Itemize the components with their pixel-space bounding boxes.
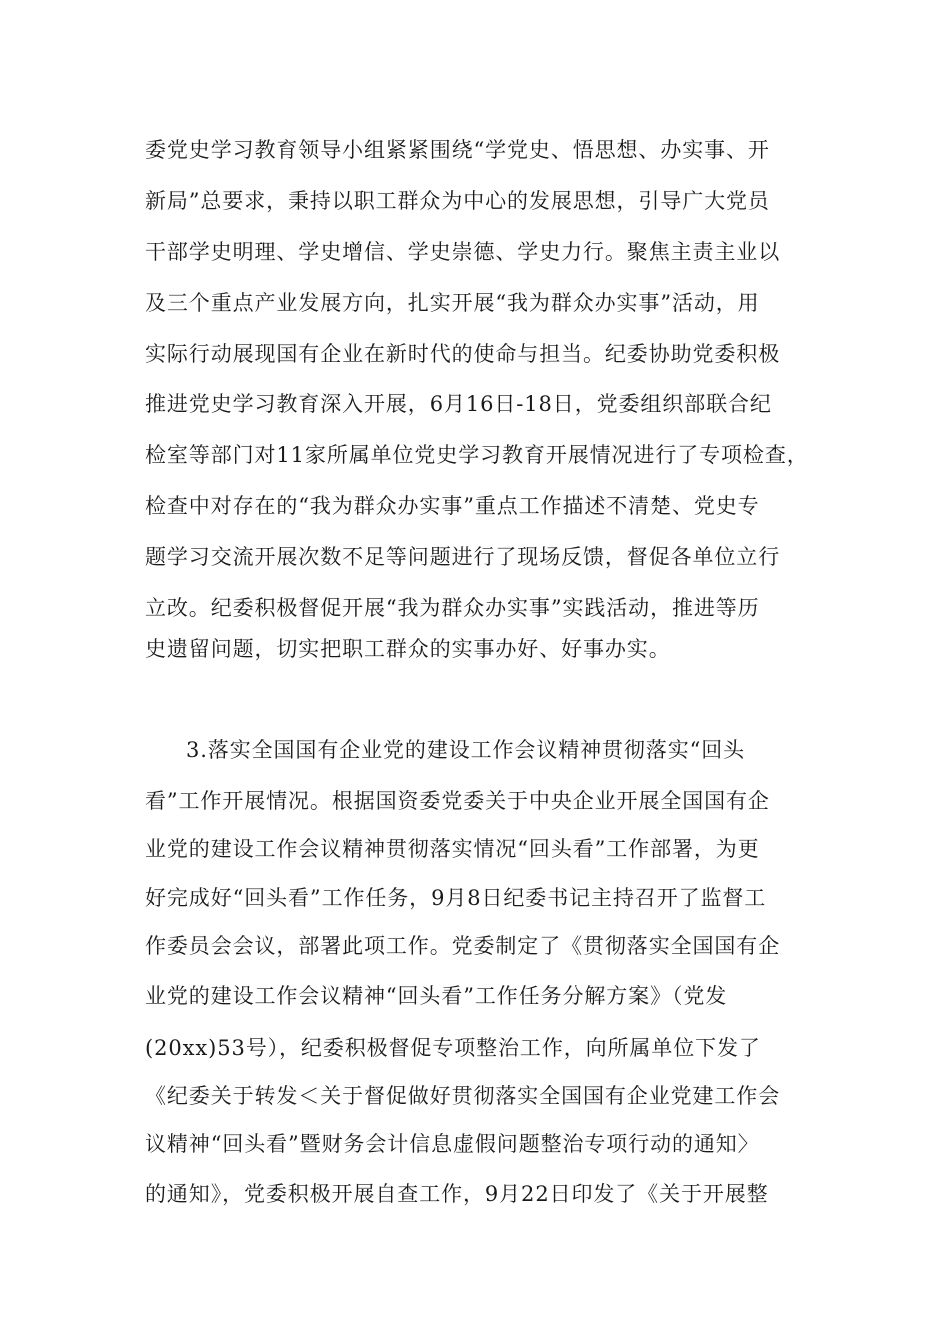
text-line: 议精神“回头看”暨财务会计信息虚假问题整治专项行动的通知〉 bbox=[145, 1132, 760, 1156]
text-line: 推进党史学习教育深入开展，6月16日-18日，党委组织部联合纪 bbox=[145, 392, 772, 416]
text-line: 检室等部门对11家所属单位党史学习教育开展情况进行了专项检查， bbox=[145, 443, 809, 467]
text-line: 看”工作开展情况。根据国资委党委关于中央企业开展全国国有企 bbox=[145, 789, 770, 813]
text-line: 检查中对存在的“我为群众办实事”重点工作描述不清楚、党史专 bbox=[145, 494, 760, 518]
text-line: 业党的建设工作会议精神“回头看”工作任务分解方案》（党发 bbox=[145, 984, 728, 1008]
text-line: 题学习交流开展次数不足等问题进行了现场反馈，督促各单位立行 bbox=[145, 545, 781, 569]
text-line: 3.落实全国国有企业党的建设工作会议精神贯彻落实“回头 bbox=[186, 738, 746, 762]
text-line: 史遗留问题，切实把职工群众的实事办好、好事办实。 bbox=[145, 637, 671, 661]
text-line: 新局”总要求，秉持以职工群众为中心的发展思想，引导广大党员 bbox=[145, 189, 770, 213]
text-line: 及三个重点产业发展方向，扎实开展“我为群众办实事”活动，用 bbox=[145, 291, 760, 315]
text-line: (20xx)53号），纪委积极督促专项整治工作，向所属单位下发了 bbox=[145, 1036, 761, 1060]
text-line: 的通知》，党委积极开展自查工作，9月22日印发了《关于开展整 bbox=[145, 1182, 769, 1206]
text-line: 《纪委关于转发＜关于督促做好贯彻落实全国国有企业党建工作会 bbox=[145, 1084, 781, 1108]
text-line: 业党的建设工作会议精神贯彻落实情况“回头看”工作部署，为更 bbox=[145, 837, 760, 861]
text-line: 委党史学习教育领导小组紧紧围绕“学党史、悟思想、办实事、开 bbox=[145, 138, 770, 162]
text-line: 立改。纪委积极督促开展“我为群众办实事”实践活动，推进等历 bbox=[145, 596, 760, 620]
text-line: 作委员会会议，部署此项工作。党委制定了《贯彻落实全国国有企 bbox=[145, 934, 781, 958]
text-line: 干部学史明理、学史增信、学史崇德、学史力行。聚焦主责主业以 bbox=[145, 240, 781, 264]
text-line: 好完成好“回头看”工作任务，9月8日纪委书记主持召开了监督工 bbox=[145, 886, 767, 910]
text-line: 实际行动展现国有企业在新时代的使命与担当。纪委协助党委积极 bbox=[145, 342, 781, 366]
